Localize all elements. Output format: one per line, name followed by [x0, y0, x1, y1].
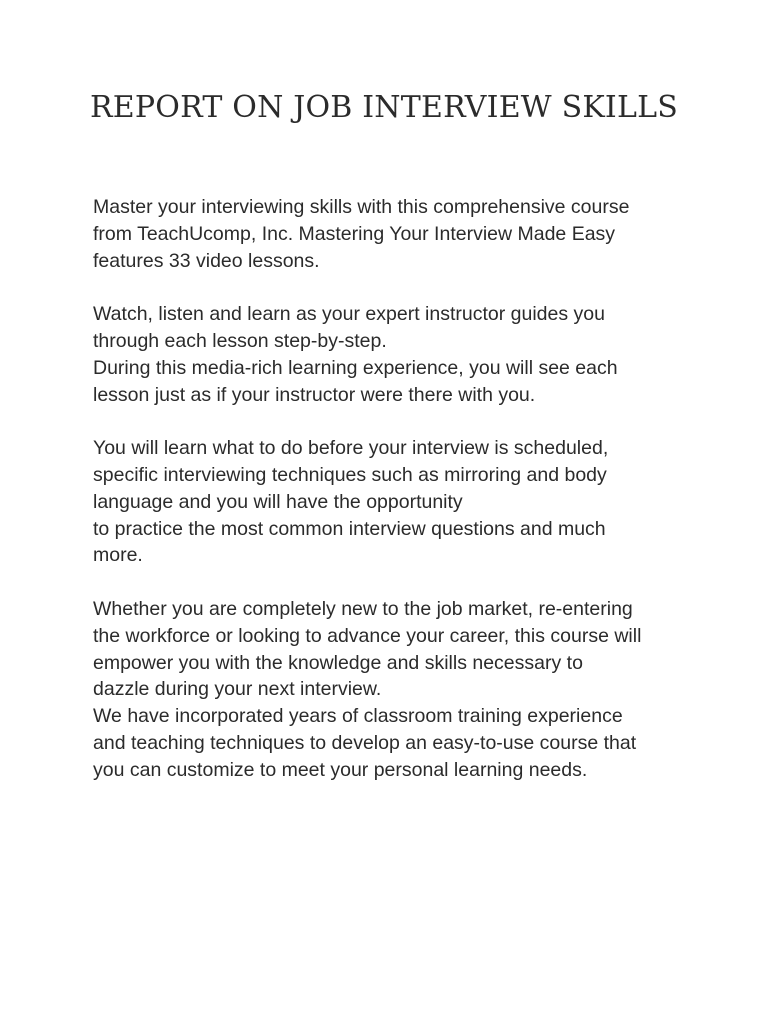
text-line: dazzle during your next interview. [93, 678, 382, 701]
text-line: You will learn what to do before your interview is scheduled, [93, 437, 609, 460]
text-line: through each lesson step-by-step. [93, 329, 387, 352]
text-line: specific interviewing techniques such as mirroring and body [93, 463, 607, 486]
text-line: language and you will have the opportunity [93, 490, 463, 513]
text-line: During this media-rich learning experience, you will see each [93, 356, 618, 379]
text-line: features 33 video lessons. [93, 249, 320, 272]
text-line: Master your interviewing skills with this comprehensive course [93, 196, 630, 218]
text-line: empower you with the knowledge and skills necessary to [93, 651, 583, 674]
text-line: Watch, listen and learn as your expert instructor guides you [93, 303, 605, 326]
text-line: more. [93, 544, 143, 567]
text-line: the workforce or looking to advance your career, this course will [93, 624, 642, 647]
text-line: and teaching techniques to develop an easy-to-use course that [93, 731, 637, 754]
document-title: REPORT ON JOB INTERVIEW SKILLS [90, 90, 678, 125]
text-line: you can customize to meet your personal learning needs. [93, 758, 588, 781]
paragraph-3 [93, 435, 693, 569]
paragraph-4 [93, 596, 693, 784]
text-line: We have incorporated years of classroom training experience [93, 705, 623, 728]
paragraph-2 [93, 301, 693, 408]
text-line: from TeachUcomp, Inc. Mastering Your Interview Made Easy [93, 222, 616, 245]
text-line: lesson just as if your instructor were there with you. [93, 383, 536, 406]
paragraph-1 [93, 194, 693, 274]
text-line: Whether you are completely new to the job market, re-entering [93, 597, 633, 620]
document-body [93, 194, 693, 810]
text-line: to practice the most common interview questions and much [93, 517, 606, 540]
